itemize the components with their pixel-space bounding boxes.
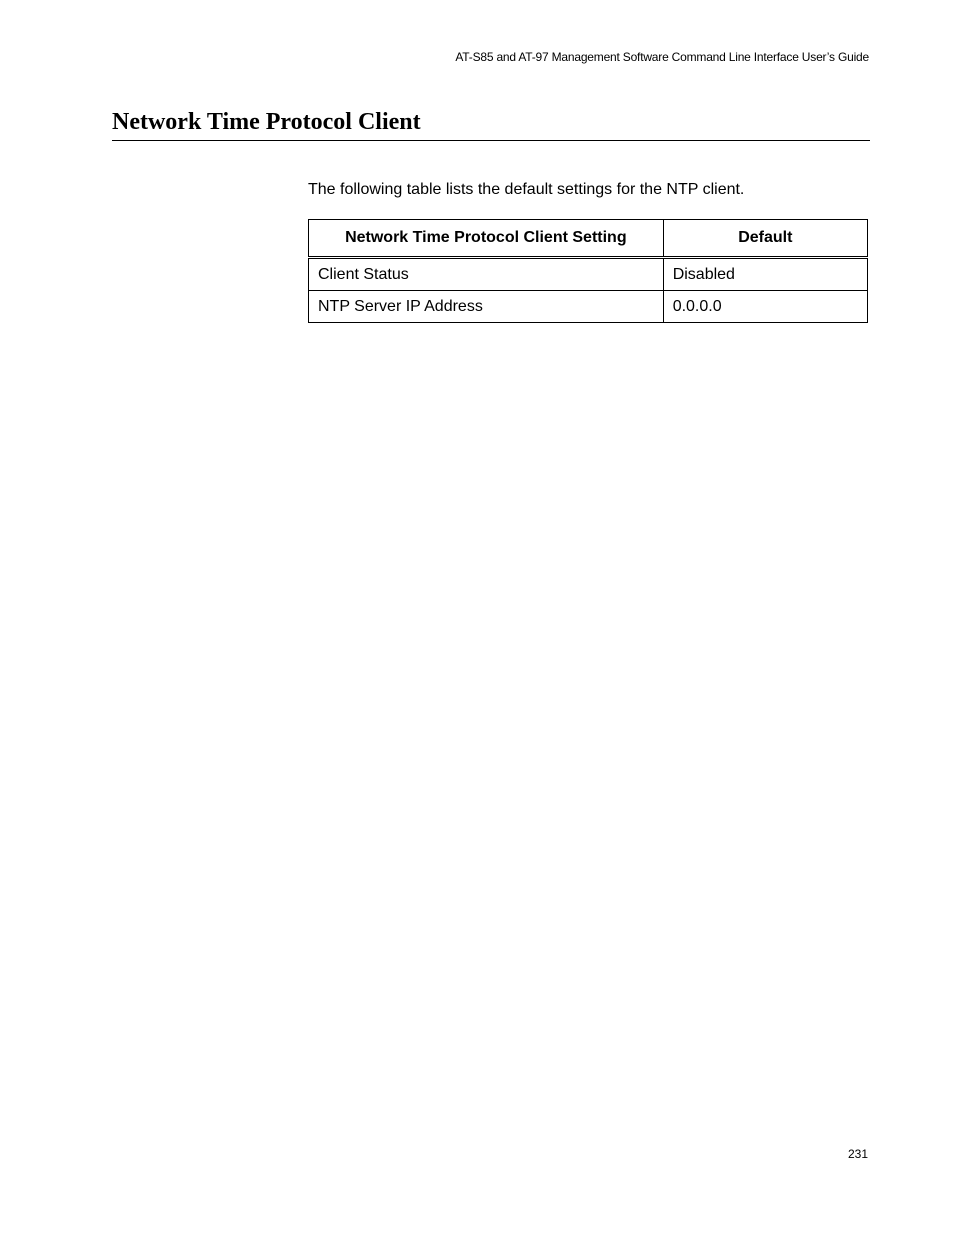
page-number: 231 xyxy=(847,1147,868,1161)
title-rule xyxy=(112,140,870,141)
intro-paragraph: The following table lists the default settings for the NTP client. xyxy=(308,181,745,198)
table-header-row xyxy=(309,220,868,258)
column-header-setting: Network Time Protocol Client Setting xyxy=(309,220,664,258)
defaults-table xyxy=(308,219,868,323)
table-cell-setting: Client Status xyxy=(309,258,664,291)
column-header-default: Default xyxy=(663,220,867,258)
table-cell-default: Disabled xyxy=(663,258,867,291)
table-cell-setting: NTP Server IP Address xyxy=(309,291,664,323)
table-row xyxy=(309,291,868,323)
table-cell-default: 0.0.0.0 xyxy=(663,291,867,323)
running-header: AT-S85 and AT-97 Management Software Command Line Interface User’s Guide xyxy=(455,50,869,64)
table-row xyxy=(309,258,868,291)
section-title: Network Time Protocol Client xyxy=(112,109,421,135)
